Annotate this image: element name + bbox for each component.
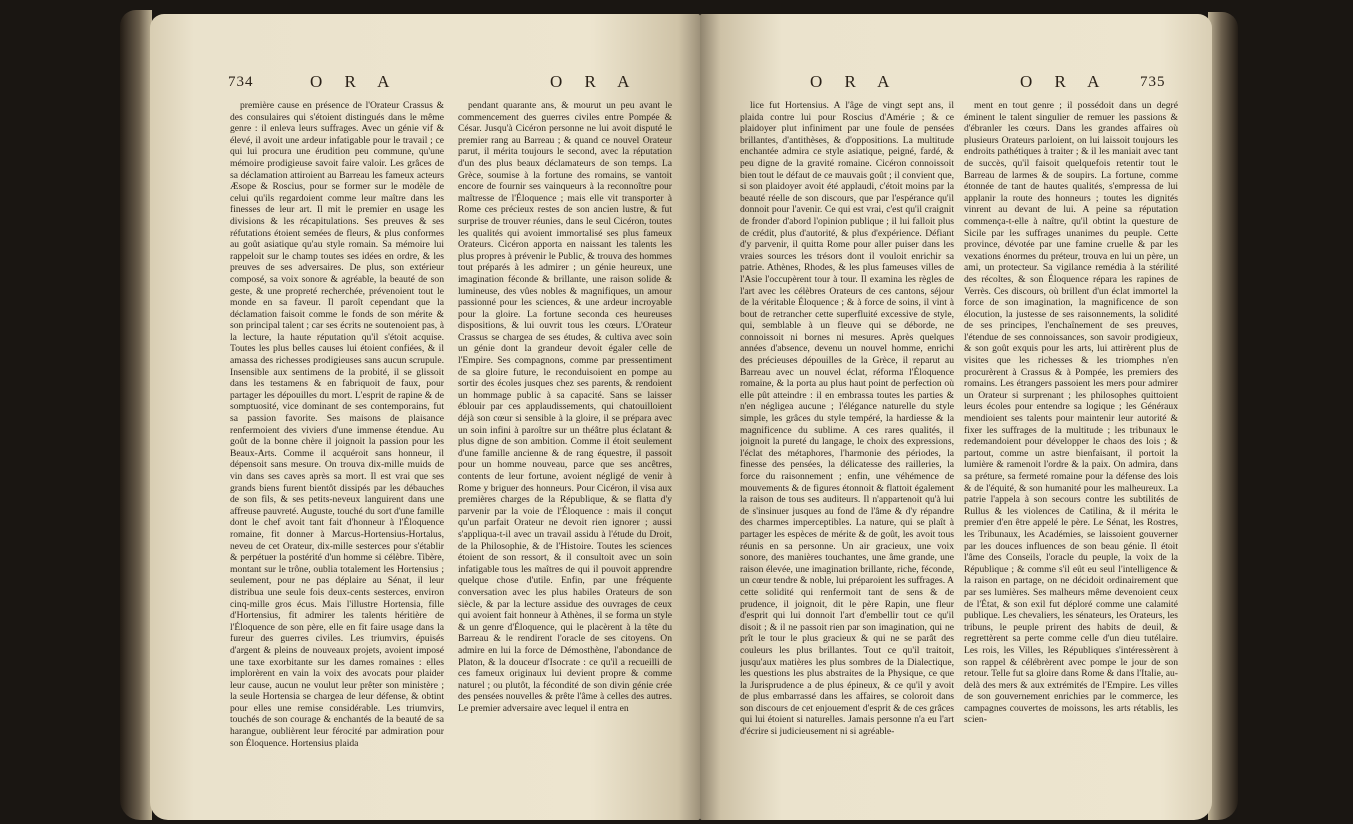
right-page bbox=[700, 14, 1212, 820]
text-column-1 bbox=[740, 100, 954, 800]
page-number: 735 bbox=[1140, 74, 1166, 90]
left-page bbox=[150, 14, 700, 820]
text-column-2 bbox=[458, 100, 672, 800]
open-book bbox=[150, 14, 1212, 820]
paragraph: pendant quarante ans, & mourut un peu avant le commencement des guerres civiles entre Pompée & César. Jusqu'à Cicéron personne ne lui avoit disputé le premier rang au Barreau ; & quand ce nouvel Orateur parut, il mérita toujours le second, avec la réputation d'un des plus beaux déclamateurs de son temps. La Grèce, soumise à la fortune des romains, se vantoit encore de fournir ses vainqueurs à la reconnoître pour maîtresse de l'Éloquence ; mais elle vit transporter à Rome ces précieux restes de son ancien lustre, & fut surprise de trouver réunies, dans le seul Cicéron, toutes les qualités qui avoient immortalisé ses plus fameux Orateurs. Cicéron apporta en naissant les talents les plus propres à prévenir le Public, & trouva des hommes tout préparés à les admirer ; un génie heureux, une imagination féconde & brillante, une raison solide & lumineuse, des vûes nobles & magnifiques, un amour passionné pour les sciences, & une ardeur incroyable pour la gloire. La fortune seconda ces heureuses dispositions, & lui ouvrit tous les cœurs. L'Orateur Crassus se chargea de ses études, & cultiva avec soin un génie dont la grandeur devoit égaler celle de l'Empire. Ses compagnons, comme par pressentiment de sa gloire future, le reconduisoient en pompe au sortir des écoles jusques chez ses parents, & rendoient un hommage public à sa capacité. Sans se laisser éblouir par ces applaudissements, qui chatouilloient déjà son cœur si sensible à la gloire, il se prépara avec un soin infini à paroître sur un théâtre plus éclatant & plus digne de son ambition. Comme il étoit seulement d'une famille ancienne & de rang équestre, il passoit pour un homme nouveau, parce que ses ancêtres, contents de leur fortune, avoient négligé de venir à Rome y briguer des honneurs. Pour Cicéron, il visa aux premières charges de la République, & se flatta d'y parvenir par la voie de l'Éloquence : mais il conçut qu'un parfait Orateur ne devoit rien ignorer ; aussi s'appliqua-t-il avec un travail assidu à l'étude du Droit, de la Philosophie, & de l'Histoire. Toutes les sciences étoient de son ressort, & il consultoit avec un soin infatigable tous les maîtres de qui il pouvoit apprendre quelque chose d'utile. Enfin, par une fréquente conversation avec les plus habiles Orateurs de son siècle, & par la lecture assidue des ouvrages de ceux qui avoient fait honneur à Athènes, il se forma un style & un genre d'Éloquence, qui le placèrent à la tête du Barreau & le rendirent l'oracle de ses citoyens. On admire en lui la force de Démosthène, l'abondance de Platon, & la douceur d'Isocrate : ce qu'il a recueilli de ces fameux originaux lui devient propre & comme naturel ; ou plutôt, la fécondité de son divin génie crée des pensées nouvelles & prête l'âme à celles des autres. Le premier adversaire avec lequel il entra en bbox=[458, 100, 672, 714]
paragraph: première cause en présence de l'Orateur Crassus & des consulaires qui s'étoient distingués dans le même genre : il enleva leurs suffrages. Avec un génie vif & élevé, il avoit une ardeur infatigable pour le travail ; ce qui lui procura une érudition peu commune, qu'une mémoire prodigieuse savoit faire valoir. Les grâces de sa déclamation attiroient au Barreau les fameux acteurs Æsope & Roscius, pour se former sur le modèle de celui qu'ils regardoient comme leur maître dans les finesses de leur art. Il mit le premier en usage les divisions & les récapitulations. Ses preuves & ses réfutations étoient semées de fleurs, & plus conformes au goût asiatique qu'au style romain. Sa mémoire lui rappeloit sur le champ toutes ses idées en ordre, & les preuves de ses adversaires. De plus, son extérieur composé, sa voix sonore & agréable, la beauté de son geste, & une propreté recherchée, prévenoient tout le monde en sa faveur. Il paroît cependant que la déclamation faisoit comme le fonds de son mérite & son principal talent ; car ses écrits ne soutenoient pas, à la lecture, la haute réputation qu'il s'étoit acquise. Toutes les plus belles causes lui étoient confiées, & il amassa des richesses prodigieuses sans aucun scrupule. Insensible aux sentimens de la probité, il se glissoit dans les testamens & en fabriquoit de faux, pour partager les dépouilles du mort. L'esprit de rapine & de somptuosité, vice dominant de ses contemporains, fut sa passion favorite. Ses maisons de plaisance renfermoient des viviers d'une immense étendue. Au goût de la bonne chère il joignoit la passion pour les Beaux-Arts. Comme il acquéroit sans honneur, il dépensoit sans mesure. On trouva dix-mille muids de vin dans ses caves après sa mort. Il est vrai que ses grands biens furent bientôt dissipés par les débauches de son fils, & ses petits-neveux languirent dans une affreuse pauvreté. Auguste, touché du sort d'une famille dont le chef avoit tant fait d'honneur à l'Éloquence romaine, fit donner à Marcus-Hortensius-Hortalus, neveu de cet Orateur, dix-mille sesterces pour s'établir & perpétuer la postérité d'un homme si célèbre. Tibère, montant sur le trône, oublia totalement les Hortensius ; seulement, pour ne pas déplaire au Sénat, il leur distribua une seule fois deux-cents sesterces, environ cinq-mille gros écus. Mais l'illustre Hortensia, fille d'Hortensius, fit admirer les talents héritière de l'Éloquence de son père, elle en fit faire usage dans la fureur des guerres civiles. Les triumvirs, épuisés d'argent & pleins de nouveaux projets, avoient imposé une taxe exorbitante sur les dames romaines : elles implorèrent en vain la voix des avocats pour plaider leur cause, aucun ne voulut leur prêter son ministère ; la seule Hortensia se chargea de leur défense, & obtint pour elles une remise considérable. Les triumvirs, touchés de son courage & enchantés de la beauté de sa harangue, oublièrent leur férocité par admiration pour son Éloquence. Hortensius plaida bbox=[230, 100, 444, 749]
book-cover-left-edge bbox=[120, 10, 152, 820]
running-head: O R A bbox=[1020, 72, 1109, 91]
book-cover-right-edge bbox=[1208, 12, 1238, 820]
text-column-1 bbox=[230, 100, 444, 800]
page-number: 734 bbox=[228, 74, 254, 90]
right-page-header bbox=[700, 74, 1212, 96]
paragraph: lice fut Hortensius. A l'âge de vingt sept ans, il plaida contre lui pour Roscius d'Amérie ; & ce plaidoyer plut infiniment par une foule de pensées brillantes, d'antithèses, & d'oppositions. La multitude enchantée admira ce style asiatique, peigné, fardé, & peu digne de la gravité romaine. Cicéron connoissoit bien tout le défaut de ce mauvais goût ; il convient que, si son plaidoyer avoit été applaudi, c'étoit moins par la beauté réelle de son discours, que par l'espérance qu'il donnoit pour l'avenir. Ce qui est vrai, c'est qu'il craignit de fronder d'abord l'opinion publique ; il lui falloit plus de crédit, plus d'autorité, & plus d'expérience. Défiant d'y parvenir, il quitta Rome pour aller puiser dans les vraies sources les trésors dont il vouloit enrichir sa patrie. Athènes, Rhodes, & les plus fameuses villes de l'Asie l'occupèrent tour à tour. Il examina les règles de l'art avec les célèbres Orateurs de ces cantons, séjour de la véritable Éloquence ; & à force de soins, il vint à bout de retrancher cette superfluité excessive de style, qui, semblable à un fleuve qui se déborde, ne connoissoit ni bornes ni mesures. Après quelques années d'absence, devenu un nouvel homme, enrichi des précieuses dépouilles de la Grèce, il reparut au Barreau avec un nouvel éclat, réforma l'Éloquence romaine, & la porta au plus haut point de perfection où elle pût atteindre : il en embrassa toutes les parties & n'en négligea aucune ; l'élégance naturelle du style simple, les grâces du style tempéré, la hardiesse & la magnificence du sublime. A ces rares qualités, il joignoit la pureté du langage, le choix des expressions, l'éclat des métaphores, l'harmonie des périodes, la finesse des pensées, la délicatesse des railleries, la force du raisonnement ; enfin, une véhémence de mouvements & de figures étonnoit & flattoit également la raison de tous ses auditeurs. Il n'appartenoit qu'à lui de s'insinuer jusques au fond de l'âme & d'y répandre des charmes imperceptibles. La nature, qui se plaît à partager les espèces de mérite & de goût, les avoit tous réunis en sa personne. Un air gracieux, une voix sonore, des manières touchantes, une âme grande, une raison élevée, une imagination brillante, riche, féconde, un cœur tendre & noble, lui préparoient les suffrages. A cette solidité qui renfermoit tant de sens & de prudence, il joignoit, dit le père Rapin, une fleur d'esprit qui lui donnoit l'art d'embellir tout ce qu'il disoit ; & il ne passoit rien par son imagination, qui ne prît le tour le plus gracieux & qui ne se parât des couleurs les plus brillantes. Tout ce qu'il traitoit, jusqu'aux matières les plus sombres de la Dialectique, les questions les plus abstraites de la Physique, ce que la Jurisprudence a de plus épineux, & ce qu'il y avoit de plus embarrassé dans les affaires, se coloroit dans son discours de cet enjouement d'esprit & de ces grâces qui lui étoient si naturelles. Jamais personne n'a eu l'art d'écrire si judicieusement ni si agréable- bbox=[740, 100, 954, 738]
text-column-2 bbox=[964, 100, 1178, 800]
running-head: O R A bbox=[310, 72, 399, 91]
paragraph: ment en tout genre ; il possédoit dans un degré éminent le talent singulier de remuer les passions & d'ébranler les cœurs. Dans les grandes affaires où plusieurs Orateurs parloient, on lui laissoit toujours les endroits pathétiques à traiter ; & il les maniait avec tant de succès, qu'il faisoit quelquefois retentir tout le Barreau de larmes & de soupirs. La fortune, comme étonnée de tant de hautes qualités, s'empressa de lui applanir la route des honneurs ; toutes les dignités vinrent au devant de lui. A peine sa réputation commença-t-elle à naître, qu'il obtint la questure de Sicile par les suffrages unanimes du peuple. Cette province, dévotée par une famine cruelle & par les vexations énormes du préteur, trouva en lui un père, un ami, un protecteur. Sa vigilance remédia à la stérilité des récoltes, & son Éloquence répara les rapines de Verrès. Ces discours, où brillent d'un éclat immortel la force de son imagination, la magnificence de son élocution, la justesse de ses raisonnements, la solidité de ses principes, l'enchaînement de ses preuves, l'étendue de ses connoissances, son savoir prodigieux, & son goût exquis pour les arts, lui attirèrent plus de visites que les richesses & les triomphes n'en procurèrent à Crassus & à Pompée, les premiers des romains. Les étrangers passoient les mers pour admirer un Orateur si surprenant ; les philosophes quittoient leurs écoles pour entendre sa logique ; les Généraux mendioient ses talents pour maintenir leur autorité & fixer les suffrages de la multitude ; les tribunaux le redemandoient pour développer le chaos des lois ; & partout, comme un astre bienfaisant, il portoit la lumière & ramenoit l'ordre & la paix. On admira, dans sa préture, sa fermeté romaine pour la défense des lois & de l'équité, & son humanité pour les malheureux. La patrie l'appela à son secours contre les subtilités de Rullus & les violences de Catilina, & il mérita le premier d'en être appelé le père. Le Sénat, les Rostres, les Tribunaux, les Académies, se laissoient gouverner par les douces influences de son beau génie. Il étoit l'âme des Conseils, l'oracle du peuple, la voix de la République ; & comme s'il eût eu seul l'intelligence & la raison en partage, on ne décidoit ordinairement que par ses lumières. Ses malheurs même devenoient ceux de l'État, & son exil fut déploré comme une calamité publique. Les chevaliers, les sénateurs, les Orateurs, les tribuns, le peuple prirent des habits de deuil, & regrettèrent sa perte comme celle d'un dieu tutélaire. Les rois, les Villes, les Républiques s'intéressèrent à son rappel & célébrèrent avec pompe le jour de son retour. Telle fut sa gloire dans Rome & dans l'Italie, au-delà des mers & aux extrémités de l'Empire. Les villes de son gouvernement enrichies par le commerce, les campagnes couvertes de moissons, les arts rétablis, les scien- bbox=[964, 100, 1178, 726]
running-head: O R A bbox=[550, 72, 639, 91]
running-head: O R A bbox=[810, 72, 899, 91]
left-page-header bbox=[150, 74, 700, 96]
